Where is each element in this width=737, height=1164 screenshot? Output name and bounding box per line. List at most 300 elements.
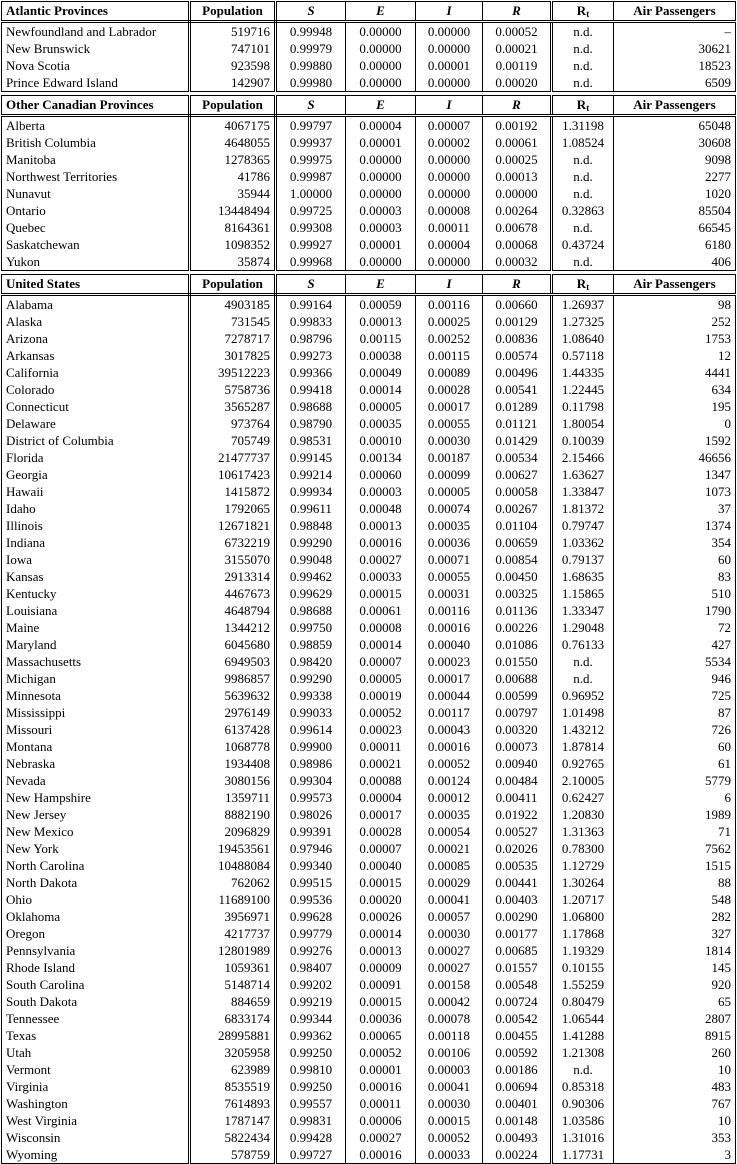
e-cell: 0.00013 <box>346 313 416 330</box>
population-cell: 3017825 <box>190 347 276 364</box>
population-cell: 19453561 <box>190 840 276 857</box>
population-cell: 1344212 <box>190 619 276 636</box>
s-cell: 0.99340 <box>276 857 346 874</box>
region-name-cell: Saskatchewan <box>2 236 190 253</box>
r-cell: 0.00148 <box>483 1112 552 1129</box>
rt-cell: 1.26937 <box>552 295 614 314</box>
r-cell: 0.00441 <box>483 874 552 891</box>
s-cell: 0.99927 <box>276 236 346 253</box>
e-cell: 0.00059 <box>346 295 416 314</box>
population-cell: 28995881 <box>190 1027 276 1044</box>
r-cell: 0.00061 <box>483 134 552 151</box>
air-passengers-cell: 71 <box>614 823 736 840</box>
table-row <box>2 1129 736 1146</box>
section-title: Other Canadian Provinces <box>2 96 190 116</box>
table-row <box>2 925 736 942</box>
table-row <box>2 942 736 959</box>
region-name-cell: Oregon <box>2 925 190 942</box>
s-cell: 0.99831 <box>276 1112 346 1129</box>
region-name-cell: Wisconsin <box>2 1129 190 1146</box>
s-cell: 0.99611 <box>276 500 346 517</box>
e-cell: 0.00020 <box>346 891 416 908</box>
r-cell: 0.00493 <box>483 1129 552 1146</box>
region-name-cell: Manitoba <box>2 151 190 168</box>
population-cell: 41786 <box>190 168 276 185</box>
rt-cell: 1.27325 <box>552 313 614 330</box>
rt-cell: 1.21308 <box>552 1044 614 1061</box>
r-cell: 0.00020 <box>483 74 552 92</box>
air-passengers-cell: 725 <box>614 687 736 704</box>
air-passengers-cell: 1073 <box>614 483 736 500</box>
e-cell: 0.00001 <box>346 236 416 253</box>
r-cell: 0.00290 <box>483 908 552 925</box>
table-row <box>2 1095 736 1112</box>
population-cell: 8164361 <box>190 219 276 236</box>
s-cell: 0.99557 <box>276 1095 346 1112</box>
region-name-cell: Virginia <box>2 1078 190 1095</box>
air-passengers-cell: 72 <box>614 619 736 636</box>
rt-cell: 1.06544 <box>552 1010 614 1027</box>
air-passengers-cell: 634 <box>614 381 736 398</box>
population-cell: 3956971 <box>190 908 276 925</box>
r-cell: 0.00450 <box>483 568 552 585</box>
i-cell: 0.00052 <box>416 1129 483 1146</box>
table-row <box>2 806 736 823</box>
table-row <box>2 857 736 874</box>
i-cell: 0.00036 <box>416 534 483 551</box>
rt-cell: n.d. <box>552 219 614 236</box>
air-passengers-cell: 18523 <box>614 57 736 74</box>
table-row <box>2 908 736 925</box>
r-cell: 0.00320 <box>483 721 552 738</box>
i-cell: 0.00027 <box>416 942 483 959</box>
i-cell: 0.00117 <box>416 704 483 721</box>
rt-cell: 1.22445 <box>552 381 614 398</box>
r-cell: 0.02026 <box>483 840 552 857</box>
table-row <box>2 1010 736 1027</box>
r-cell: 0.00678 <box>483 219 552 236</box>
region-name-cell: Northwest Territories <box>2 168 190 185</box>
table-row <box>2 534 736 551</box>
i-cell: 0.00116 <box>416 295 483 314</box>
air-passengers-cell: 6180 <box>614 236 736 253</box>
r-cell: 0.00264 <box>483 202 552 219</box>
rt-cell: 1.08524 <box>552 134 614 151</box>
r-cell: 0.01121 <box>483 415 552 432</box>
table-row <box>2 551 736 568</box>
table-row <box>2 874 736 891</box>
table-row <box>2 755 736 772</box>
table-row <box>2 466 736 483</box>
header-air-passengers: Air Passengers <box>614 96 736 116</box>
region-name-cell: South Carolina <box>2 976 190 993</box>
header-r: R <box>483 275 552 295</box>
s-cell: 0.99629 <box>276 585 346 602</box>
region-name-cell: South Dakota <box>2 993 190 1010</box>
air-passengers-cell: 5779 <box>614 772 736 789</box>
population-cell: 3565287 <box>190 398 276 415</box>
population-cell: 5822434 <box>190 1129 276 1146</box>
s-cell: 0.99810 <box>276 1061 346 1078</box>
e-cell: 0.00049 <box>346 364 416 381</box>
r-cell: 0.00542 <box>483 1010 552 1027</box>
population-cell: 1098352 <box>190 236 276 253</box>
air-passengers-cell: 46656 <box>614 449 736 466</box>
table-row <box>2 330 736 347</box>
r-cell: 0.00025 <box>483 151 552 168</box>
e-cell: 0.00011 <box>346 1095 416 1112</box>
i-cell: 0.00044 <box>416 687 483 704</box>
air-passengers-cell: 510 <box>614 585 736 602</box>
population-cell: 1278365 <box>190 151 276 168</box>
e-cell: 0.00000 <box>346 151 416 168</box>
r-cell: 0.00119 <box>483 57 552 74</box>
air-passengers-cell: 483 <box>614 1078 736 1095</box>
s-cell: 0.98420 <box>276 653 346 670</box>
air-passengers-cell: 1020 <box>614 185 736 202</box>
table-row <box>2 721 736 738</box>
s-cell: 0.99833 <box>276 313 346 330</box>
air-passengers-cell: 0 <box>614 415 736 432</box>
i-cell: 0.00035 <box>416 517 483 534</box>
air-passengers-cell: 1989 <box>614 806 736 823</box>
air-passengers-cell: 37 <box>614 500 736 517</box>
air-passengers-cell: 2807 <box>614 1010 736 1027</box>
header-i: I <box>416 96 483 116</box>
air-passengers-cell: 1374 <box>614 517 736 534</box>
section-header-row <box>2 96 736 116</box>
region-name-cell: Hawaii <box>2 483 190 500</box>
region-name-cell: Nevada <box>2 772 190 789</box>
r-cell: 0.00455 <box>483 1027 552 1044</box>
s-cell: 0.99418 <box>276 381 346 398</box>
table-row <box>2 602 736 619</box>
table-row <box>2 976 736 993</box>
i-cell: 0.00074 <box>416 500 483 517</box>
header-e: E <box>346 275 416 295</box>
air-passengers-cell: 406 <box>614 253 736 271</box>
r-cell: 0.00854 <box>483 551 552 568</box>
population-cell: 6833174 <box>190 1010 276 1027</box>
population-cell: 623989 <box>190 1061 276 1078</box>
region-name-cell: Nunavut <box>2 185 190 202</box>
air-passengers-cell: 1753 <box>614 330 736 347</box>
air-passengers-cell: 6 <box>614 789 736 806</box>
table-row <box>2 74 736 92</box>
region-name-cell: Illinois <box>2 517 190 534</box>
header-rt-subscript: t <box>586 9 590 19</box>
r-cell: 0.00527 <box>483 823 552 840</box>
r-cell: 0.00659 <box>483 534 552 551</box>
rt-cell: 0.76133 <box>552 636 614 653</box>
rt-cell: 1.43212 <box>552 721 614 738</box>
region-name-cell: Delaware <box>2 415 190 432</box>
table-row <box>2 568 736 585</box>
i-cell: 0.00000 <box>416 253 483 271</box>
s-cell: 0.99338 <box>276 687 346 704</box>
e-cell: 0.00040 <box>346 857 416 874</box>
r-cell: 0.01922 <box>483 806 552 823</box>
table-row <box>2 619 736 636</box>
e-cell: 0.00003 <box>346 202 416 219</box>
header-s: S <box>276 96 346 116</box>
air-passengers-cell: 9098 <box>614 151 736 168</box>
rt-cell: 1.15865 <box>552 585 614 602</box>
population-cell: 8535519 <box>190 1078 276 1095</box>
region-name-cell: Nebraska <box>2 755 190 772</box>
air-passengers-cell: 30621 <box>614 40 736 57</box>
table-row <box>2 253 736 271</box>
r-cell: 0.01104 <box>483 517 552 534</box>
air-passengers-cell: 85504 <box>614 202 736 219</box>
s-cell: 0.98796 <box>276 330 346 347</box>
table-row <box>2 202 736 219</box>
region-name-cell: Alberta <box>2 116 190 135</box>
rt-cell: 2.10005 <box>552 772 614 789</box>
population-cell: 6949503 <box>190 653 276 670</box>
rt-cell: 0.85318 <box>552 1078 614 1095</box>
table-row <box>2 185 736 202</box>
header-s: S <box>276 275 346 295</box>
air-passengers-cell: 65 <box>614 993 736 1010</box>
rt-cell: 1.31198 <box>552 116 614 135</box>
e-cell: 0.00016 <box>346 1146 416 1164</box>
r-cell: 0.01550 <box>483 653 552 670</box>
e-cell: 0.00000 <box>346 57 416 74</box>
air-passengers-cell: 65048 <box>614 116 736 135</box>
region-name-cell: Minnesota <box>2 687 190 704</box>
r-cell: 0.00226 <box>483 619 552 636</box>
e-cell: 0.00016 <box>346 1078 416 1095</box>
rt-cell: 0.43724 <box>552 236 614 253</box>
region-name-cell: West Virginia <box>2 1112 190 1129</box>
e-cell: 0.00065 <box>346 1027 416 1044</box>
population-cell: 1059361 <box>190 959 276 976</box>
e-cell: 0.00048 <box>346 500 416 517</box>
region-name-cell: Michigan <box>2 670 190 687</box>
i-cell: 0.00002 <box>416 134 483 151</box>
rt-cell: 1.80054 <box>552 415 614 432</box>
rt-cell: 1.17868 <box>552 925 614 942</box>
i-cell: 0.00099 <box>416 466 483 483</box>
rt-cell: 1.31016 <box>552 1129 614 1146</box>
rt-cell: 1.06800 <box>552 908 614 925</box>
air-passengers-cell: 767 <box>614 1095 736 1112</box>
s-cell: 0.99900 <box>276 738 346 755</box>
population-cell: 6045680 <box>190 636 276 653</box>
section-header-row <box>2 275 736 295</box>
rt-cell: 1.20717 <box>552 891 614 908</box>
header-e: E <box>346 2 416 22</box>
s-cell: 0.99727 <box>276 1146 346 1164</box>
s-cell: 0.98026 <box>276 806 346 823</box>
s-cell: 0.99614 <box>276 721 346 738</box>
header-population: Population <box>190 2 276 22</box>
i-cell: 0.00052 <box>416 755 483 772</box>
table-row <box>2 57 736 74</box>
region-name-cell: Utah <box>2 1044 190 1061</box>
e-cell: 0.00003 <box>346 483 416 500</box>
region-name-cell: New York <box>2 840 190 857</box>
rt-cell: n.d. <box>552 57 614 74</box>
r-cell: 0.01136 <box>483 602 552 619</box>
e-cell: 0.00052 <box>346 704 416 721</box>
air-passengers-cell: – <box>614 22 736 41</box>
i-cell: 0.00029 <box>416 874 483 891</box>
e-cell: 0.00005 <box>346 670 416 687</box>
i-cell: 0.00000 <box>416 74 483 92</box>
r-cell: 0.00660 <box>483 295 552 314</box>
air-passengers-cell: 920 <box>614 976 736 993</box>
rt-cell: 0.79747 <box>552 517 614 534</box>
region-name-cell: Mississippi <box>2 704 190 721</box>
air-passengers-cell: 7562 <box>614 840 736 857</box>
i-cell: 0.00023 <box>416 653 483 670</box>
population-cell: 578759 <box>190 1146 276 1164</box>
table-row <box>2 891 736 908</box>
population-cell: 5758736 <box>190 381 276 398</box>
air-passengers-cell: 10 <box>614 1061 736 1078</box>
r-cell: 0.00068 <box>483 236 552 253</box>
region-name-cell: New Mexico <box>2 823 190 840</box>
r-cell: 0.00052 <box>483 22 552 41</box>
e-cell: 0.00026 <box>346 908 416 925</box>
e-cell: 0.00011 <box>346 738 416 755</box>
region-name-cell: Connecticut <box>2 398 190 415</box>
s-cell: 0.98407 <box>276 959 346 976</box>
population-cell: 5148714 <box>190 976 276 993</box>
i-cell: 0.00057 <box>416 908 483 925</box>
e-cell: 0.00005 <box>346 398 416 415</box>
table-row <box>2 219 736 236</box>
i-cell: 0.00030 <box>416 432 483 449</box>
e-cell: 0.00134 <box>346 449 416 466</box>
s-cell: 0.99344 <box>276 1010 346 1027</box>
r-cell: 0.00177 <box>483 925 552 942</box>
e-cell: 0.00027 <box>346 1129 416 1146</box>
region-name-cell: Washington <box>2 1095 190 1112</box>
table-row <box>2 959 736 976</box>
table-row <box>2 134 736 151</box>
table-row <box>2 1027 736 1044</box>
population-cell: 1415872 <box>190 483 276 500</box>
rt-cell: 0.62427 <box>552 789 614 806</box>
table-row <box>2 151 736 168</box>
rt-cell: 1.01498 <box>552 704 614 721</box>
e-cell: 0.00014 <box>346 381 416 398</box>
population-cell: 5639632 <box>190 687 276 704</box>
population-cell: 973764 <box>190 415 276 432</box>
header-rt-base: R <box>576 3 587 18</box>
i-cell: 0.00021 <box>416 840 483 857</box>
s-cell: 0.99214 <box>276 466 346 483</box>
rt-cell: 0.10039 <box>552 432 614 449</box>
population-cell: 3205958 <box>190 1044 276 1061</box>
e-cell: 0.00036 <box>346 1010 416 1027</box>
e-cell: 0.00000 <box>346 22 416 41</box>
i-cell: 0.00031 <box>416 585 483 602</box>
r-cell: 0.00401 <box>483 1095 552 1112</box>
population-cell: 12801989 <box>190 942 276 959</box>
population-cell: 7278717 <box>190 330 276 347</box>
region-name-cell: Missouri <box>2 721 190 738</box>
region-name-cell: North Carolina <box>2 857 190 874</box>
air-passengers-cell: 8915 <box>614 1027 736 1044</box>
region-name-cell: District of Columbia <box>2 432 190 449</box>
r-cell: 0.00599 <box>483 687 552 704</box>
i-cell: 0.00089 <box>416 364 483 381</box>
i-cell: 0.00187 <box>416 449 483 466</box>
population-cell: 4903185 <box>190 295 276 314</box>
r-cell: 0.00192 <box>483 116 552 135</box>
rt-cell: n.d. <box>552 74 614 92</box>
seir-region-table <box>1 1 736 1164</box>
table-row <box>2 364 736 381</box>
rt-cell: 0.10155 <box>552 959 614 976</box>
e-cell: 0.00004 <box>346 116 416 135</box>
rt-cell: 0.79137 <box>552 551 614 568</box>
s-cell: 0.99779 <box>276 925 346 942</box>
rt-cell: 0.11798 <box>552 398 614 415</box>
air-passengers-cell: 83 <box>614 568 736 585</box>
i-cell: 0.00124 <box>416 772 483 789</box>
rt-cell: 1.33347 <box>552 602 614 619</box>
region-name-cell: Ohio <box>2 891 190 908</box>
air-passengers-cell: 60 <box>614 551 736 568</box>
population-cell: 35874 <box>190 253 276 271</box>
table-row <box>2 823 736 840</box>
header-e: E <box>346 96 416 116</box>
i-cell: 0.00000 <box>416 22 483 41</box>
i-cell: 0.00033 <box>416 1146 483 1164</box>
i-cell: 0.00115 <box>416 347 483 364</box>
region-name-cell: Alabama <box>2 295 190 314</box>
air-passengers-cell: 252 <box>614 313 736 330</box>
i-cell: 0.00030 <box>416 1095 483 1112</box>
region-name-cell: Newfoundland and Labrador <box>2 22 190 41</box>
rt-cell: n.d. <box>552 40 614 57</box>
air-passengers-cell: 260 <box>614 1044 736 1061</box>
i-cell: 0.00041 <box>416 1078 483 1095</box>
s-cell: 0.99968 <box>276 253 346 271</box>
region-name-cell: New Hampshire <box>2 789 190 806</box>
r-cell: 0.00574 <box>483 347 552 364</box>
air-passengers-cell: 1515 <box>614 857 736 874</box>
i-cell: 0.00028 <box>416 381 483 398</box>
e-cell: 0.00014 <box>346 636 416 653</box>
table-row <box>2 116 736 135</box>
table-row <box>2 415 736 432</box>
rt-cell: n.d. <box>552 253 614 271</box>
table-row <box>2 687 736 704</box>
rt-cell: n.d. <box>552 670 614 687</box>
header-air-passengers: Air Passengers <box>614 2 736 22</box>
i-cell: 0.00158 <box>416 976 483 993</box>
air-passengers-cell: 10 <box>614 1112 736 1129</box>
region-name-cell: British Columbia <box>2 134 190 151</box>
s-cell: 0.99515 <box>276 874 346 891</box>
rt-cell: 1.20830 <box>552 806 614 823</box>
r-cell: 0.01289 <box>483 398 552 415</box>
region-name-cell: Pennsylvania <box>2 942 190 959</box>
rt-cell: 1.41288 <box>552 1027 614 1044</box>
r-cell: 0.00267 <box>483 500 552 517</box>
i-cell: 0.00054 <box>416 823 483 840</box>
s-cell: 0.99304 <box>276 772 346 789</box>
e-cell: 0.00027 <box>346 551 416 568</box>
air-passengers-cell: 145 <box>614 959 736 976</box>
r-cell: 0.00548 <box>483 976 552 993</box>
